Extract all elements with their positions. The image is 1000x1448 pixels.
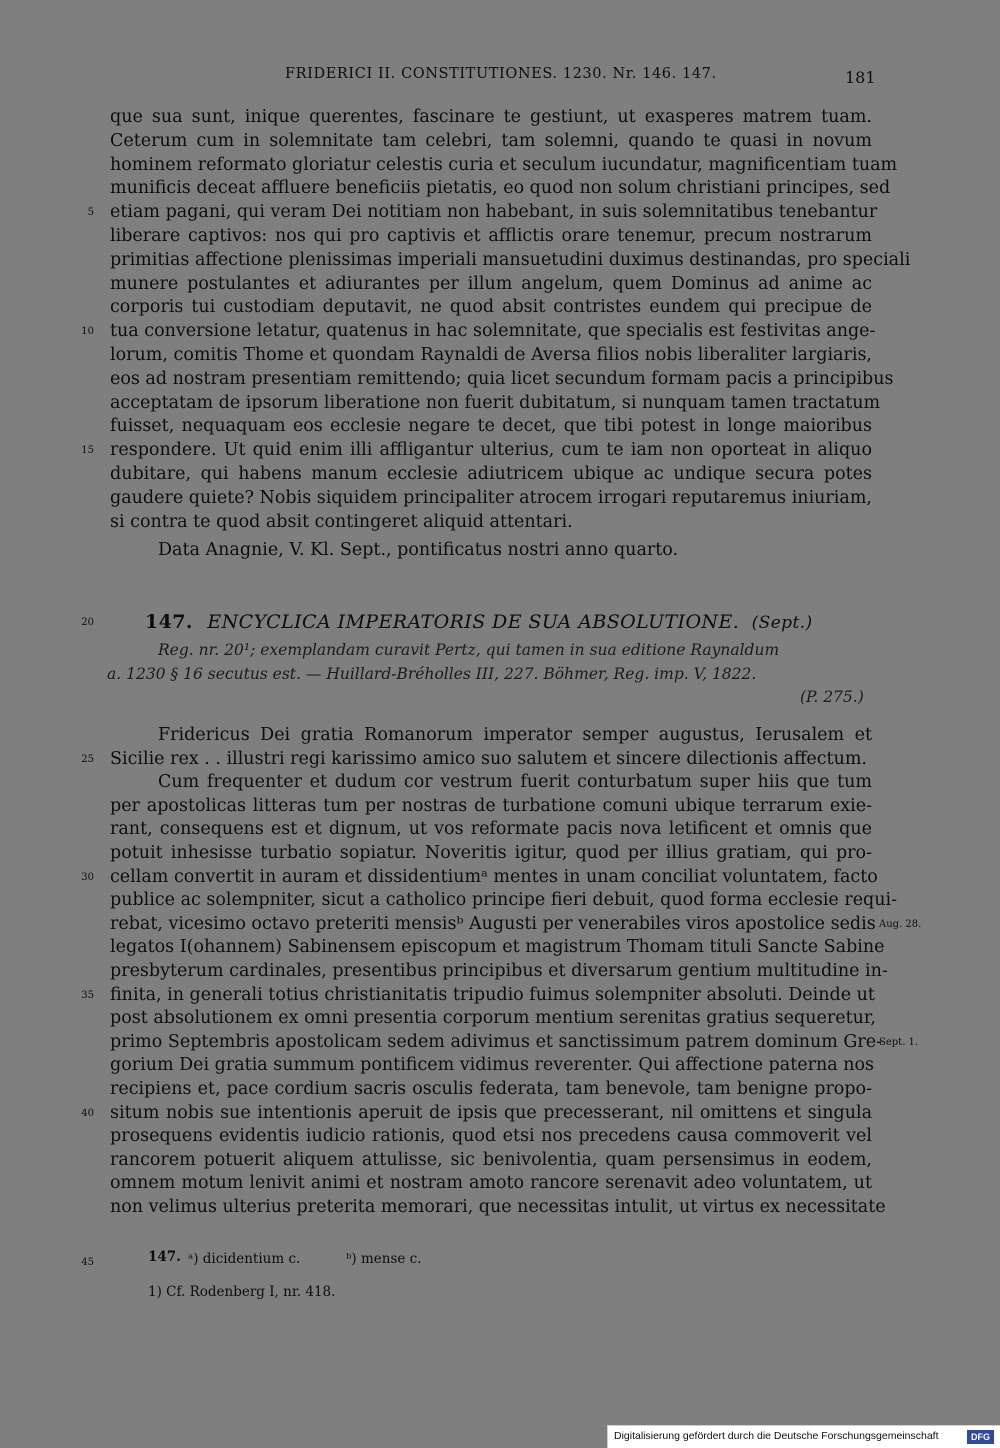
text-line: rebat, vicesimo octavo preteriti mensisᵇ Augusti per venerabiles viros apostolice sedis — [110, 913, 876, 934]
source-note-line: Reg. nr. 20¹; exemplandam curavit Pertz, qui tamen in sua editione Raynaldum — [158, 641, 780, 659]
text-line: dubitare, qui habens manum ecclesie adiutricem ubique ac undique secura potes — [110, 464, 872, 484]
text-line: eos ad nostram presentiam remittendo; quia licet secundum formam pacis a principibus — [110, 368, 894, 389]
footer-bar — [607, 1425, 1000, 1448]
text-line: per apostolicas litteras tum per nostras de turbatione comuni ubique terrarum exie- — [110, 795, 872, 816]
text-line: lorum, comitis Thome et quondam Raynaldi de Aversa filios nobis liberaliter largiaris, — [110, 345, 872, 365]
text-line: si contra te quod absit contingeret aliquid attentari. — [110, 511, 573, 532]
text-line: primitias affectione plenissimas imperiali mansuetudini duximus destinandas, pro speciali — [110, 249, 911, 270]
document-number: 147. — [145, 611, 193, 633]
text-line: Sicilie rex . . illustri regi karissimo amico suo salutem et sincere dilectionis affectum. — [110, 748, 867, 769]
margin-date: Aug. 28. — [879, 918, 922, 930]
footnote-a: ᵃ) dicidentium c. — [188, 1251, 301, 1267]
line-number: 45 — [81, 1257, 94, 1268]
text-line: non velimus ulterius preterita memorari, que necessitas intulit, ut virtus ex necessitate — [110, 1197, 886, 1217]
line-number: 15 — [81, 445, 94, 457]
text-line: gorium Dei gratia summum pontificem vidimus reverenter. Qui affectione paterna nos — [110, 1055, 875, 1076]
text-line: legatos I(ohannem) Sabinensem episcopum et magistrum Thomam tituli Sancte Sabine — [110, 937, 885, 958]
text-line: presbyterum cardinales, presentibus principibus et diversarum gentium multitudine in- — [110, 961, 888, 981]
source-note-line: a. 1230 § 16 secutus est. — Huillard-Bréholles III, 227. Böhmer, Reg. imp. V, 1822. — [107, 665, 757, 683]
text-line: cellam convertit in auram et dissidentiumᵃ mentes in unam conciliat voluntatem, facto — [110, 866, 878, 887]
text-line: prosequens evidentis iudicio rationis, quod etsi nos precedens causa commoverit vel — [110, 1126, 872, 1147]
line-number: 20 — [81, 617, 94, 628]
text-line: munere postulantes et adiurantes per illum angelum, quem Dominus ad anime ac — [110, 273, 872, 294]
page-number: 181 — [845, 68, 876, 87]
dfg-logo: DFG — [967, 1430, 994, 1444]
source-note-line: (P. 275.) — [800, 688, 864, 706]
text-line: omnem motum lenivit animi et nostram amoto rancore serenavit adeo voluntatem, ut — [110, 1173, 872, 1194]
footnote-number: 147. — [148, 1249, 181, 1265]
text-line: respondere. Ut quid enim illi affligantur ulterius, cum te iam non oporteat in aliquo — [110, 440, 872, 461]
text-line: primo Septembris apostolicam sedem adivimus et sanctissimum patrem dominum Gre- — [110, 1031, 883, 1052]
line-number: 40 — [81, 1107, 94, 1119]
document-heading — [145, 611, 813, 633]
line-number: 30 — [81, 871, 94, 883]
line-number: 5 — [87, 207, 94, 219]
text-line: Cum frequenter et dudum cor vestrum fuerit conturbatum super hiis que tum — [158, 772, 872, 793]
text-line: finita, in generali totius christianitatis tripudio fuimus solempniter absoluti. Deinde ut — [110, 984, 875, 1005]
line-number: 35 — [81, 989, 94, 1001]
footnote-1: 1) Cf. Rodenberg I, nr. 418. — [148, 1284, 336, 1300]
line-number: 10 — [81, 326, 94, 338]
text-line: rancorem potuerit aliquem attulisse, sic benivolentia, quam persensimus in eodem, — [110, 1149, 872, 1170]
text-line: Ceterum cum in solemnitate tam celebri, tam solemni, quando te quasi in novum — [110, 130, 872, 151]
letter-146-dating: Data Anagnie, V. Kl. Sept., pontificatus nostri anno quarto. — [158, 540, 679, 560]
text-line: Fridericus Dei gratia Romanorum imperator semper augustus, Ierusalem et — [158, 725, 872, 745]
text-line: liberare captivos: nos qui pro captivis et afflictis orare tenemur, precum nostrarum — [110, 226, 872, 246]
footer-credit: Digitalisierung gefördert durch die Deutsche Forschungsgemeinschaft — [614, 1430, 939, 1442]
text-line: potuit inhesisse turbatio sopiatur. Noveritis igitur, quod per illius gratiam, qui pro- — [110, 843, 872, 863]
document-date: (Sept.) — [751, 613, 813, 633]
line-number: 25 — [81, 753, 94, 765]
text-line: munificis deceat affluere beneficiis pietatis, eo quod non solum christiani principes, sed — [110, 178, 891, 199]
footnote-b: ᵇ) mense c. — [346, 1251, 422, 1267]
text-line: rant, consequens est et dignum, ut vos reformate pacis nova letificent et omnis que — [110, 819, 872, 840]
text-line: post absolutionem ex omni presentia corporum mentium serenitas gratius sequeretur, — [110, 1008, 876, 1029]
text-line: gaudere quiete? Nobis siquidem principaliter atrocem irrogari reputaremus iniuriam, — [110, 487, 872, 508]
text-line: situm nobis sue intentionis aperuit de ipsis que precesserant, nil omittens et singula — [110, 1102, 872, 1123]
document-title: ENCYCLICA IMPERATORIS DE SUA ABSOLUTIONE. — [207, 611, 740, 633]
text-line: corporis tui custodiam deputavit, ne quod absit contristes eundem qui precipue de — [110, 297, 872, 318]
running-head: FRIDERICI II. CONSTITUTIONES. 1230. Nr. 146. 147. — [285, 66, 717, 82]
text-line: publice ac solempniter, sicut a catholico principe fieri debuit, quod forma ecclesie requi- — [110, 890, 898, 911]
text-line: recipiens et, pace cordium sacris osculis federata, tam benevole, tam benigne propo- — [110, 1079, 872, 1099]
text-line: hominem reformato gloriatur celestis curia et seculum iucundatur, magnificentiam tuam — [110, 154, 898, 175]
text-line: acceptatam de ipsorum liberatione non fuerit dubitatum, si nunquam tamen tractatum — [110, 392, 881, 413]
margin-date: Sept. 1. — [879, 1036, 919, 1048]
text-line: fuisset, nequaquam eos ecclesie negare te decet, que tibi potest in longe maioribus — [110, 416, 872, 437]
text-line: etiam pagani, qui veram Dei notitiam non habebant, in suis solemnitatibus tenebantur — [110, 202, 878, 223]
text-line: que sua sunt, inique querentes, fascinare te gestiunt, ut exasperes matrem tuam. — [110, 107, 872, 127]
text-line: tua conversione letatur, quatenus in hac solemnitate, que specialis est festivitas ange- — [110, 321, 876, 342]
